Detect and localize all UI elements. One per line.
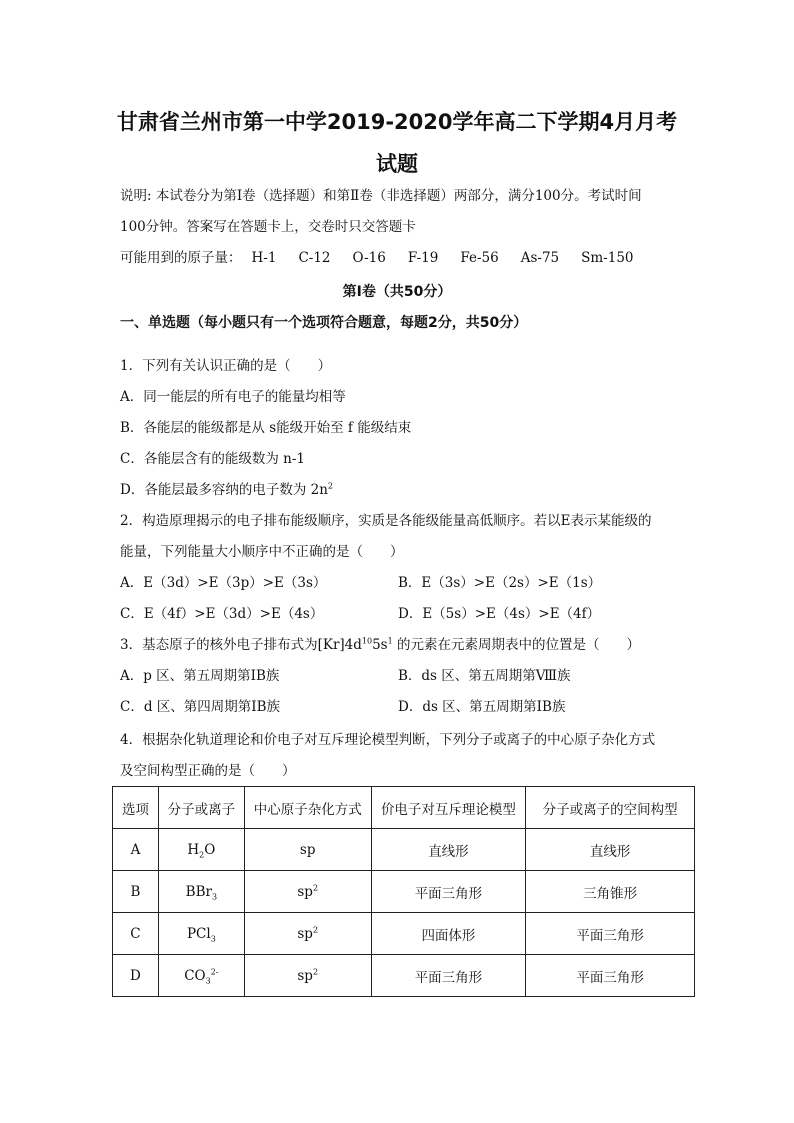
atom-mass: O-16: [352, 250, 386, 266]
hybridization-text: sp: [297, 883, 313, 900]
shape-cell: 平面三角形: [526, 913, 695, 955]
molecule-text: CO: [184, 967, 206, 984]
table-header-cell: 价电子对互斥理论模型: [371, 787, 526, 829]
atom-mass: As-75: [520, 250, 560, 266]
q3-stem-b: 5s: [372, 637, 388, 653]
molecule-sub: 3: [211, 892, 218, 902]
shape-cell: 三角锥形: [526, 871, 695, 913]
vsepr-model-cell: 平面三角形: [371, 871, 526, 913]
q3-sup1: 10: [361, 636, 373, 646]
hybridization-text: sp: [299, 841, 316, 858]
section-heading: 一、单选题（每小题只有一个选项符合题意，每题2分，共50分）: [120, 315, 528, 331]
table-row: [113, 871, 695, 913]
part-heading: 第Ⅰ卷（共50分）: [342, 284, 452, 300]
option-cell: D: [113, 955, 159, 997]
q4-stem-line2: 及空间构型正确的是（ ）: [120, 763, 296, 779]
vsepr-model-cell: 平面三角形: [371, 955, 526, 997]
molecule-cell: [158, 871, 244, 913]
q1-option-b: B．各能层的能级都是从 s能级开始至 f 能级结束: [120, 420, 412, 436]
atom-mass: Fe-56: [460, 250, 499, 266]
q2-stem-line2: 能量，下列能量大小顺序中不正确的是（ ）: [120, 544, 404, 560]
molecule-sub: 3: [210, 934, 216, 944]
hybridization-cell: [244, 871, 371, 913]
table-header-cell: 选项: [113, 787, 159, 829]
hybridization-cell: [244, 955, 371, 997]
option-cell: B: [113, 871, 159, 913]
atom-mass: H-1: [251, 250, 277, 266]
exam-title-line1: 甘肃省兰州市第一中学2019-2020学年高二下学期4月月考: [116, 110, 678, 134]
molecule-sub: 3: [205, 976, 211, 986]
shape-cell: 直线形: [526, 829, 695, 871]
q3-stem-a: 3．基态原子的核外电子排布式为[Kr]4d: [120, 637, 362, 653]
q2-option-b: B．E（3s）>E（2s）>E（1s）: [398, 575, 602, 591]
hybridization-cell: [244, 829, 371, 871]
q2-option-c: C．E（4f）>E（3d）>E（4s）: [120, 606, 324, 622]
molecule-text: PCl: [186, 925, 211, 942]
intro-line2: 100分钟。答案写在答题卡上，交卷时只交答题卡: [120, 219, 416, 235]
table-header-cell: 分子或离子的空间构型: [526, 787, 695, 829]
option-cell: C: [113, 913, 159, 955]
q4-options-table: [112, 786, 695, 997]
atom-mass: Sm-150: [581, 250, 634, 266]
molecule-cell: [158, 913, 244, 955]
hybridization-text: sp: [297, 967, 313, 984]
intro-line1: 说明: 本试卷分为第Ⅰ卷（选择题）和第Ⅱ卷（非选择题）两部分，满分100分。考试时间: [120, 188, 642, 204]
atomic-masses: [120, 249, 656, 267]
table-row: [113, 829, 695, 871]
q3-stem-c: 的元素在元素周期表中的位置是（ ）: [392, 637, 641, 653]
q1-option-a: A．同一能层的所有电子的能量均相等: [120, 389, 346, 405]
q3-sup2: 1: [387, 636, 393, 646]
q2-stem-line1: 2．构造原理揭示的电子排布能级顺序，实质是各能级能量高低顺序。若以E表示某能级的: [120, 513, 652, 529]
table-row: [113, 913, 695, 955]
q1-option-d-text: D．各能层最多容纳的电子数为 2n: [120, 482, 328, 498]
hybridization-sup: 2: [312, 967, 319, 976]
hybridization-sup: 2: [312, 883, 319, 892]
q2-option-a: A．E（3d）>E（3p）>E（3s）: [120, 575, 327, 591]
q4-stem-line1: 4．根据杂化轨道理论和价电子对互斥理论模型判断，下列分子或离子的中心原子杂化方式: [120, 732, 656, 748]
molecule-text: H: [187, 841, 200, 858]
table-header-cell: 中心原子杂化方式: [244, 787, 371, 829]
q3-option-a: A．p 区、第五周期第ⅠB族: [120, 668, 280, 684]
q3-stem: [120, 636, 640, 654]
atom-mass: C-12: [298, 250, 331, 266]
vsepr-model-cell: 四面体形: [371, 913, 526, 955]
q3-option-d: D．ds 区、第五周期第ⅠB族: [398, 699, 566, 715]
shape-cell: 平面三角形: [526, 955, 695, 997]
table-header-row: [113, 787, 695, 829]
hybridization-cell: [244, 913, 371, 955]
q1-option-c: C．各能层含有的能级数为 n-1: [120, 451, 305, 467]
molecule-cell: [158, 955, 244, 997]
atom-mass: F-19: [407, 250, 439, 266]
molecule-text-tail: O: [204, 841, 216, 858]
table-header-cell: 分子或离子: [158, 787, 244, 829]
table-row: [113, 955, 695, 997]
hybridization-text: sp: [297, 925, 313, 942]
hybridization-sup: 2: [312, 925, 319, 934]
molecule-cell: [158, 829, 244, 871]
vsepr-model-cell: 直线形: [371, 829, 526, 871]
exam-title-line2: 试题: [376, 152, 418, 176]
q3-option-b: B．ds 区、第五周期第Ⅷ族: [398, 668, 571, 684]
q1-option-d-sup: 2: [327, 481, 333, 491]
option-cell: A: [113, 829, 159, 871]
atomic-masses-label: 可能用到的原子量：: [120, 250, 242, 266]
molecule-sub: 2: [199, 850, 205, 860]
q2-option-d: D．E（5s）>E（4s）>E（4f）: [398, 606, 601, 622]
q1-stem: 1．下列有关认识正确的是（ ）: [120, 358, 332, 374]
molecule-sup: 2-: [210, 967, 219, 976]
q1-option-d: [120, 481, 333, 499]
q3-option-c: C．d 区、第四周期第ⅠB族: [120, 699, 281, 715]
molecule-text: BBr: [185, 883, 212, 900]
